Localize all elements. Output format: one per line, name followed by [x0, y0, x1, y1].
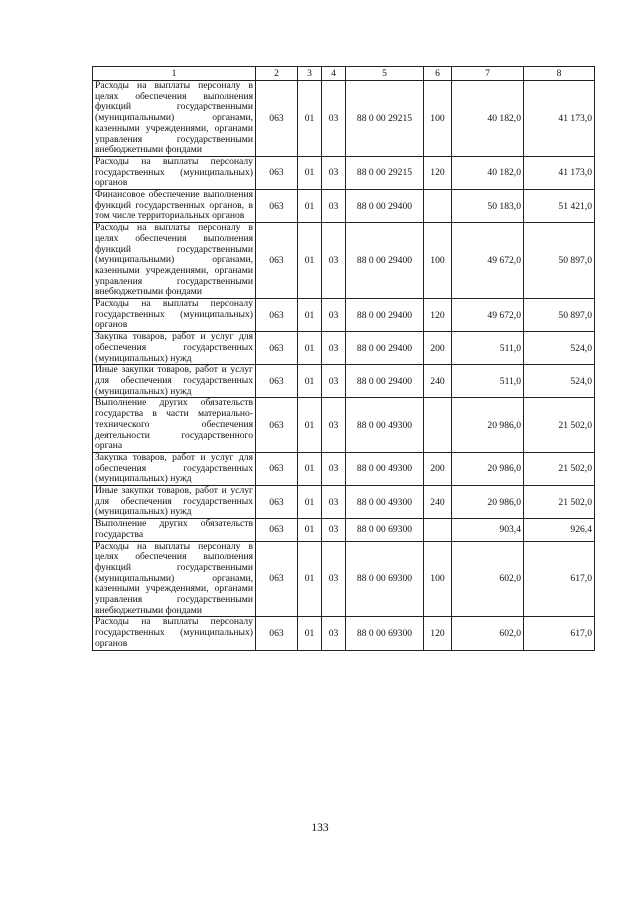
- row-target-code: 88 0 00 49300: [346, 486, 424, 519]
- row-subsection: 03: [322, 452, 346, 485]
- row-target-code: 88 0 00 69300: [346, 617, 424, 650]
- row-amount-year1: 40 182,0: [452, 81, 524, 157]
- header-cell: 7: [452, 67, 524, 81]
- row-section: 01: [298, 398, 322, 453]
- row-amount-year1: 49 672,0: [452, 299, 524, 332]
- row-target-code: 88 0 00 29400: [346, 223, 424, 299]
- row-expense-type: [424, 519, 452, 541]
- row-amount-year1: 20 986,0: [452, 452, 524, 485]
- row-amount-year2: 50 897,0: [524, 223, 595, 299]
- table-row: [93, 81, 595, 157]
- table-row: [93, 452, 595, 485]
- header-cell: 6: [424, 67, 452, 81]
- row-amount-year1: 511,0: [452, 365, 524, 398]
- row-amount-year2: 51 421,0: [524, 190, 595, 223]
- row-subsection: 03: [322, 156, 346, 189]
- row-subsection: 03: [322, 81, 346, 157]
- row-subsection: 03: [322, 190, 346, 223]
- table-row: [93, 617, 595, 650]
- table-row: [93, 541, 595, 617]
- row-section: 01: [298, 299, 322, 332]
- table-row: [93, 156, 595, 189]
- row-amount-year2: 926,4: [524, 519, 595, 541]
- row-subsection: 03: [322, 365, 346, 398]
- table-row: [93, 519, 595, 541]
- row-description: Закупка товаров, работ и услуг для обеспечения государственных (муниципальных) нужд: [93, 452, 256, 485]
- row-code: 063: [256, 617, 298, 650]
- row-description: Выполнение других обязательств государства: [93, 519, 256, 541]
- row-description: Расходы на выплаты персоналу в целях обеспечения выполнения функций государственными (муниципальными) органами, казенными учреждениями, органами управления государственными внебюджетными фондами: [93, 223, 256, 299]
- row-description: Иные закупки товаров, работ и услуг для обеспечения государственных (муниципальных) нужд: [93, 486, 256, 519]
- row-target-code: 88 0 00 49300: [346, 452, 424, 485]
- header-cell: 1: [93, 67, 256, 81]
- row-amount-year1: 40 182,0: [452, 156, 524, 189]
- page-number: 133: [311, 822, 329, 834]
- row-expense-type: 120: [424, 617, 452, 650]
- row-subsection: 03: [322, 398, 346, 453]
- header-cell: 3: [298, 67, 322, 81]
- row-expense-type: 240: [424, 486, 452, 519]
- row-code: 063: [256, 365, 298, 398]
- row-amount-year2: 21 502,0: [524, 452, 595, 485]
- table-body: [93, 67, 595, 651]
- row-description: Расходы на выплаты персоналу государственных (муниципальных) органов: [93, 156, 256, 189]
- row-section: 01: [298, 541, 322, 617]
- table-row: [93, 190, 595, 223]
- row-description: Финансовое обеспечение выполнения функций государственных органов, в том числе территориальных органов: [93, 190, 256, 223]
- row-subsection: 03: [322, 617, 346, 650]
- header-cell: 5: [346, 67, 424, 81]
- row-section: 01: [298, 365, 322, 398]
- row-code: 063: [256, 486, 298, 519]
- table-row: [93, 332, 595, 365]
- row-target-code: 88 0 00 29215: [346, 156, 424, 189]
- row-code: 063: [256, 519, 298, 541]
- row-description: Закупка товаров, работ и услуг для обеспечения государственных (муниципальных) нужд: [93, 332, 256, 365]
- row-code: 063: [256, 299, 298, 332]
- row-expense-type: [424, 398, 452, 453]
- row-section: 01: [298, 486, 322, 519]
- row-expense-type: 100: [424, 223, 452, 299]
- row-target-code: 88 0 00 29400: [346, 365, 424, 398]
- row-description: Расходы на выплаты персоналу государственных (муниципальных) органов: [93, 299, 256, 332]
- table-row: [93, 223, 595, 299]
- header-cell: 2: [256, 67, 298, 81]
- row-code: 063: [256, 541, 298, 617]
- row-subsection: 03: [322, 541, 346, 617]
- row-subsection: 03: [322, 299, 346, 332]
- row-expense-type: 100: [424, 81, 452, 157]
- row-amount-year2: 617,0: [524, 617, 595, 650]
- row-description: Иные закупки товаров, работ и услуг для обеспечения государственных (муниципальных) нужд: [93, 365, 256, 398]
- row-amount-year1: 602,0: [452, 617, 524, 650]
- row-target-code: 88 0 00 69300: [346, 519, 424, 541]
- row-amount-year1: 602,0: [452, 541, 524, 617]
- header-cell: 4: [322, 67, 346, 81]
- row-amount-year1: 511,0: [452, 332, 524, 365]
- row-code: 063: [256, 452, 298, 485]
- row-expense-type: 120: [424, 156, 452, 189]
- row-amount-year2: 50 897,0: [524, 299, 595, 332]
- row-subsection: 03: [322, 486, 346, 519]
- row-expense-type: 100: [424, 541, 452, 617]
- row-amount-year2: 21 502,0: [524, 486, 595, 519]
- row-code: 063: [256, 156, 298, 189]
- row-amount-year2: 21 502,0: [524, 398, 595, 453]
- row-expense-type: [424, 190, 452, 223]
- row-section: 01: [298, 617, 322, 650]
- row-target-code: 88 0 00 69300: [346, 541, 424, 617]
- row-amount-year1: 49 672,0: [452, 223, 524, 299]
- row-subsection: 03: [322, 223, 346, 299]
- row-amount-year2: 41 173,0: [524, 156, 595, 189]
- row-amount-year1: 50 183,0: [452, 190, 524, 223]
- row-description: Расходы на выплаты персоналу в целях обеспечения выполнения функций государственными (муниципальными) органами, казенными учреждениями, органами управления государственными внебюджетными фондами: [93, 81, 256, 157]
- header-cell: 8: [524, 67, 595, 81]
- row-section: 01: [298, 156, 322, 189]
- row-code: 063: [256, 223, 298, 299]
- row-amount-year1: 20 986,0: [452, 398, 524, 453]
- row-amount-year2: 524,0: [524, 332, 595, 365]
- row-subsection: 03: [322, 519, 346, 541]
- row-description: Выполнение других обязательств государства в части материально-технического обеспечения деятельности государственного органа: [93, 398, 256, 453]
- row-section: 01: [298, 332, 322, 365]
- row-expense-type: 200: [424, 452, 452, 485]
- table-row: [93, 365, 595, 398]
- row-expense-type: 200: [424, 332, 452, 365]
- row-section: 01: [298, 223, 322, 299]
- row-section: 01: [298, 519, 322, 541]
- row-expense-type: 240: [424, 365, 452, 398]
- row-amount-year2: 41 173,0: [524, 81, 595, 157]
- row-section: 01: [298, 452, 322, 485]
- table-row: [93, 486, 595, 519]
- row-amount-year1: 20 986,0: [452, 486, 524, 519]
- table-row: [93, 299, 595, 332]
- row-code: 063: [256, 190, 298, 223]
- row-target-code: 88 0 00 49300: [346, 398, 424, 453]
- row-description: Расходы на выплаты персоналу государственных (муниципальных) органов: [93, 617, 256, 650]
- row-section: 01: [298, 190, 322, 223]
- row-target-code: 88 0 00 29400: [346, 190, 424, 223]
- row-code: 063: [256, 398, 298, 453]
- header-row: [93, 67, 595, 81]
- row-description: Расходы на выплаты персоналу в целях обеспечения выполнения функций государственными (муниципальными) органами, казенными учреждениями, органами управления государственными внебюджетными фондами: [93, 541, 256, 617]
- row-amount-year2: 524,0: [524, 365, 595, 398]
- row-code: 063: [256, 81, 298, 157]
- row-amount-year1: 903,4: [452, 519, 524, 541]
- row-expense-type: 120: [424, 299, 452, 332]
- row-target-code: 88 0 00 29400: [346, 299, 424, 332]
- row-target-code: 88 0 00 29215: [346, 81, 424, 157]
- row-target-code: 88 0 00 29400: [346, 332, 424, 365]
- row-amount-year2: 617,0: [524, 541, 595, 617]
- row-code: 063: [256, 332, 298, 365]
- row-subsection: 03: [322, 332, 346, 365]
- budget-table: [92, 66, 595, 651]
- row-section: 01: [298, 81, 322, 157]
- table-row: [93, 398, 595, 453]
